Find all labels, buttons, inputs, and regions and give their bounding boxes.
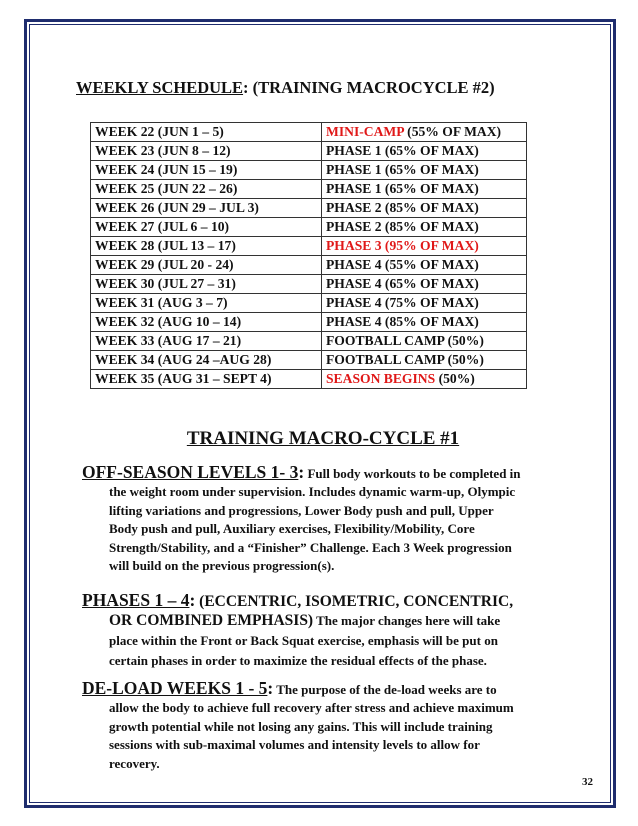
- schedule-phase-cell: [322, 161, 527, 180]
- schedule-phase-cell: [322, 142, 527, 161]
- schedule-week: WEEK 35 (AUG 31 – SEPT 4): [91, 370, 322, 389]
- schedule-week: WEEK 24 (JUN 15 – 19): [91, 161, 322, 180]
- schedule-row: [91, 142, 527, 161]
- deload-lead-text: DE-LOAD WEEKS 1 - 5: [82, 678, 268, 698]
- offseason-line: the weight room under supervision. Includes dynamic warm-up, Olympic: [109, 484, 516, 499]
- offseason-line: will build on the previous progression(s).: [109, 558, 335, 573]
- schedule-phase: PHASE 4 (65% OF MAX): [326, 276, 479, 291]
- offseason-lead-text: OFF-SEASON LEVELS 1- 3: [82, 462, 299, 482]
- schedule-row: [91, 180, 527, 199]
- schedule-phase-cell: [322, 237, 527, 256]
- heading-sub: : (TRAINING MACROCYCLE #2): [243, 78, 495, 97]
- phases-line: certain phases in order to maximize the residual effects of the phase.: [109, 653, 487, 668]
- schedule-phase-cell: [322, 313, 527, 332]
- section-title: [0, 428, 638, 450]
- schedule-phase: PHASE 2 (85% OF MAX): [326, 200, 479, 215]
- page-number: 32: [582, 776, 593, 788]
- schedule-phase: PHASE 3 (95% OF MAX): [326, 238, 479, 253]
- schedule-week: WEEK 26 (JUN 29 – JUL 3): [91, 199, 322, 218]
- schedule-phase-cell: [322, 218, 527, 237]
- schedule-percent: (50%): [435, 371, 475, 386]
- schedule-phase-cell: [322, 294, 527, 313]
- schedule-phase: PHASE 4 (75% OF MAX): [326, 295, 479, 310]
- offseason-line: lifting variations and progressions, Lower Body push and pull, Upper: [109, 502, 494, 518]
- offseason-line: Body push and pull, Auxiliary exercises, Flexibility/Mobility, Core: [109, 521, 475, 536]
- schedule-phase-cell: [322, 332, 527, 351]
- schedule-row: [91, 218, 527, 237]
- schedule-week: WEEK 33 (AUG 17 – 21): [91, 332, 322, 351]
- schedule-phase: FOOTBALL CAMP (50%): [326, 333, 484, 348]
- schedule-percent: (55% OF MAX): [403, 124, 502, 139]
- phases-line: place within the Front or Back Squat exercise, emphasis will be put on: [109, 633, 498, 648]
- schedule-table: [90, 122, 527, 389]
- deload-lead: [82, 678, 273, 698]
- schedule-row: [91, 370, 527, 389]
- schedule-phase: PHASE 1 (65% OF MAX): [326, 143, 479, 158]
- schedule-week: WEEK 32 (AUG 10 – 14): [91, 313, 322, 332]
- schedule-row: [91, 351, 527, 370]
- schedule-phase-cell: [322, 256, 527, 275]
- offseason-body: [109, 483, 582, 576]
- phases-second-big: OR COMBINED EMPHASIS): [109, 612, 314, 629]
- phases-body: [109, 611, 582, 671]
- phases-section: [82, 590, 582, 671]
- deload-line: allow the body to achieve full recovery after stress and achieve maximum: [109, 700, 514, 715]
- schedule-row: [91, 275, 527, 294]
- schedule-row: [91, 123, 527, 142]
- schedule-phase-cell: [322, 370, 527, 389]
- schedule-week: WEEK 31 (AUG 3 – 7): [91, 294, 322, 313]
- schedule-phase-cell: [322, 351, 527, 370]
- schedule-week: WEEK 23 (JUN 8 – 12): [91, 142, 322, 161]
- schedule-phase: FOOTBALL CAMP (50%): [326, 352, 484, 367]
- phases-lead: [82, 590, 195, 610]
- deload-first: The purpose of the de-load weeks are to: [273, 682, 497, 697]
- schedule-row: [91, 332, 527, 351]
- offseason-colon: :: [298, 462, 305, 482]
- schedule-row: [91, 294, 527, 313]
- offseason-first: Full body workouts to be completed in: [304, 466, 521, 481]
- schedule-phase: MINI-CAMP: [326, 124, 404, 139]
- schedule-phase: PHASE 4 (55% OF MAX): [326, 257, 479, 272]
- offseason-section: [82, 462, 582, 576]
- schedule-phase: PHASE 4 (85% OF MAX): [326, 314, 479, 329]
- schedule-row: [91, 199, 527, 218]
- deload-section: [82, 678, 582, 773]
- schedule-row: [91, 161, 527, 180]
- heading-label: WEEKLY SCHEDULE: [76, 78, 244, 97]
- phases-colon: :: [189, 590, 196, 610]
- deload-line: recovery.: [109, 755, 160, 771]
- schedule-phase: PHASE 1 (65% OF MAX): [326, 162, 479, 177]
- offseason-lead: [82, 462, 304, 482]
- phases-second-small: The major changes here will take: [313, 613, 501, 628]
- schedule-week: WEEK 28 (JUL 13 – 17): [91, 237, 322, 256]
- schedule-week: WEEK 27 (JUL 6 – 10): [91, 218, 322, 237]
- schedule-phase-cell: [322, 275, 527, 294]
- schedule-phase: PHASE 2 (85% OF MAX): [326, 219, 479, 234]
- schedule-row: [91, 256, 527, 275]
- schedule-week: WEEK 34 (AUG 24 –AUG 28): [91, 351, 322, 370]
- section-title-text: TRAINING MACRO-CYCLE #1: [186, 428, 460, 449]
- schedule-week: WEEK 29 (JUL 20 - 24): [91, 256, 322, 275]
- phases-first: (ECCENTRIC, ISOMETRIC, CONCENTRIC,: [195, 593, 514, 610]
- schedule-phase-cell: [322, 180, 527, 199]
- schedule-row: [91, 313, 527, 332]
- schedule-phase-cell: [322, 199, 527, 218]
- weekly-schedule-heading: [76, 78, 495, 98]
- deload-line: growth potential while not losing any gains. This will include training: [109, 718, 493, 734]
- schedule-row: [91, 237, 527, 256]
- deload-body: [109, 699, 582, 773]
- schedule-week: WEEK 22 (JUN 1 – 5): [91, 123, 322, 142]
- schedule-week: WEEK 25 (JUN 22 – 26): [91, 180, 322, 199]
- offseason-line: Strength/Stability, and a “Finisher” Challenge. Each 3 Week progression: [109, 539, 512, 555]
- phases-lead-text: PHASES 1 – 4: [82, 590, 190, 610]
- schedule-phase-cell: [322, 123, 527, 142]
- schedule-phase: PHASE 1 (65% OF MAX): [326, 181, 479, 196]
- deload-line: sessions with sub-maximal volumes and intensity levels to allow for: [109, 737, 480, 752]
- schedule-week: WEEK 30 (JUL 27 – 31): [91, 275, 322, 294]
- schedule-phase: SEASON BEGINS: [326, 371, 436, 386]
- deload-colon: :: [267, 678, 274, 698]
